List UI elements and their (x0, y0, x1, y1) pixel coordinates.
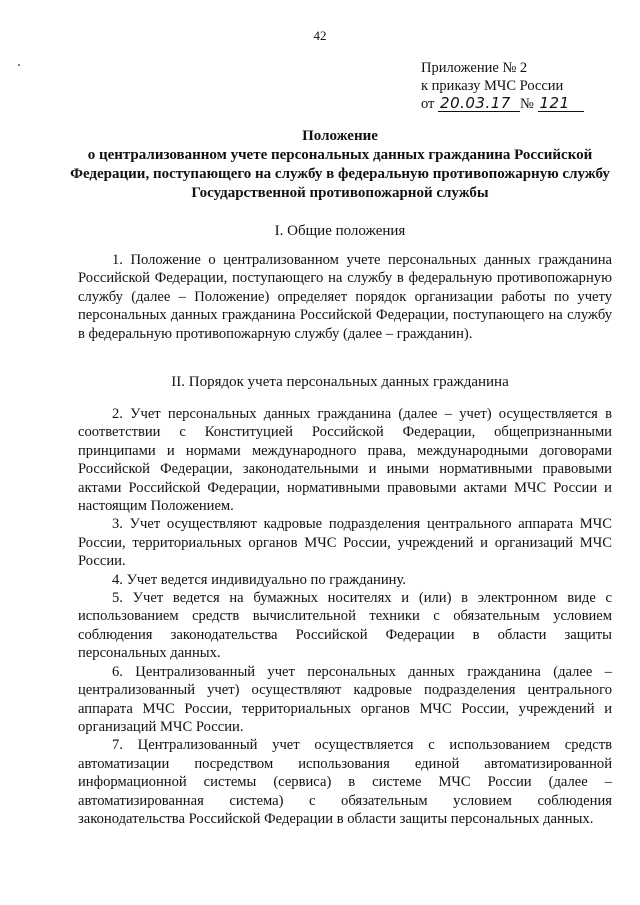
paragraph-5: 5. Учет ведется на бумажных носителях и (или) в электронном виде с использованием средств вычислительной техники с обязательным условием соблюдения законодательства Российской Федерации в области защиты персональных данных. (78, 590, 612, 662)
appendix-number-label: № (520, 96, 534, 112)
paragraph-7: 7. Централизованный учет осуществляется с использованием средств автоматизации посредством использования единой автоматизированной информационной системы (сервиса) в системе МЧС России (далее – автоматизированная система) с обязательным условием соблюдения законодательства Российской Федерации в области защиты персональных данных. (78, 737, 612, 827)
section-procedure-body (78, 405, 612, 828)
document-title (70, 127, 610, 203)
paragraph-2: 2. Учет персональных данных гражданина (далее – учет) осуществляется в соответствии с Конституцией Российской Федерации, общепризнанными принципами и нормами международного права, международными договорами Российской Федерации, законодательными и иными нормативными правовыми актами Российской Федерации, нормативными правовыми актами МЧС России и настоящим Положением. (78, 406, 612, 515)
appendix-from-label: от (421, 96, 435, 112)
paragraph-1: 1. Положение о централизованном учете персональных данных гражданина Российской Федерации, поступающего на службу в федеральную противопожарную службу (далее – Положение) определяет порядок организации работы по учету персональных данных гражданина Российской Федерации, поступающего на службу в федеральную противопожарную службу (далее – гражданин). (78, 252, 612, 342)
paragraph-4: 4. Учет ведется индивидуально по гражданину. (112, 571, 406, 588)
page-number: 42 (313, 28, 327, 43)
section-heading-general: I. Общие положения (274, 223, 406, 239)
title-heading: Положение (302, 128, 378, 144)
appendix-line-2: к приказу МЧС России (421, 78, 564, 94)
section-general-body (78, 251, 612, 343)
section-heading-procedure: II. Порядок учета персональных данных гражданина (171, 374, 509, 390)
appendix-date-line (421, 95, 631, 113)
appendix-line-1: Приложение № 2 (421, 60, 528, 76)
handwritten-date: 20.03.17 (438, 95, 520, 112)
scan-speck (18, 64, 20, 66)
paragraph-3: 3. Учет осуществляют кадровые подразделения центрального аппарата МЧС России, территориальных органов МЧС России, учреждений и организаций МЧС России. (78, 516, 612, 570)
paragraph-6: 6. Централизованный учет персональных данных гражданина (далее – централизованный учет) осуществляют кадровые подразделения центрального аппарата МЧС России, территориальных органов МЧС России, учреждений и организаций МЧС России. (78, 663, 612, 735)
title-subtitle: о централизованном учете персональных данных гражданина Российской Федерации, поступающего на службу в федеральную противопожарную службу Государственной противопожарной службы (70, 147, 610, 201)
handwritten-order-number: 121 (538, 95, 584, 112)
appendix-block (421, 59, 631, 113)
